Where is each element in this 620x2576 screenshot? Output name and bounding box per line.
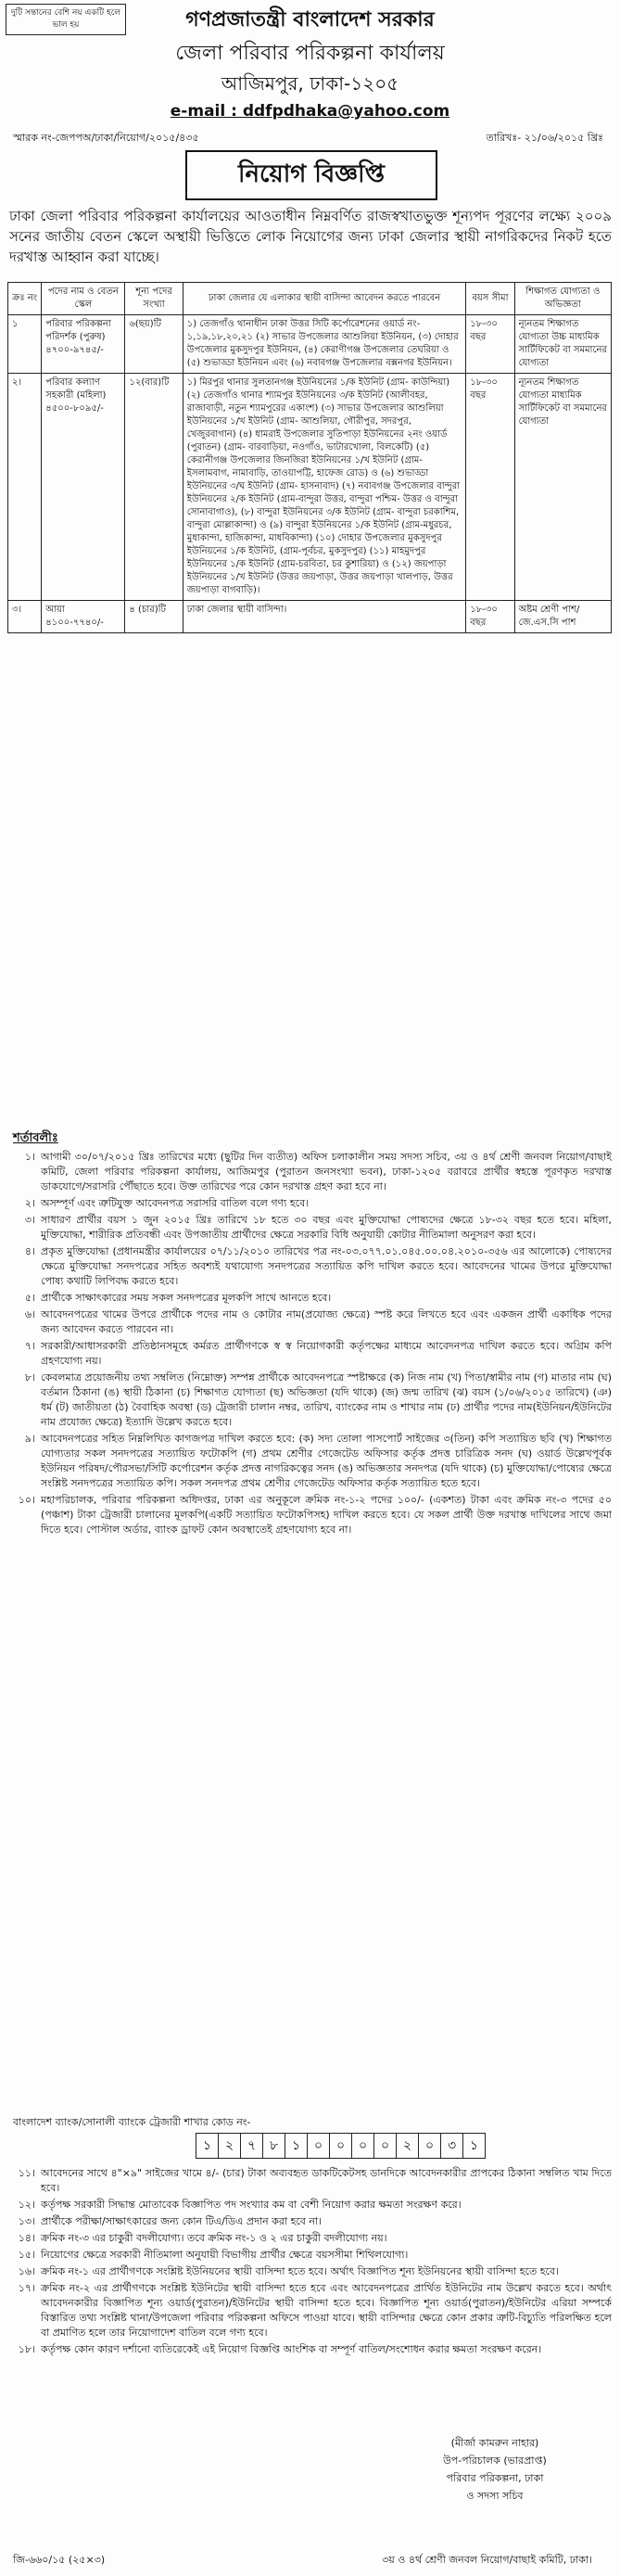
intro-paragraph: ঢাকা জেলা পরিবার পরিকল্পনা কার্যালয়ের আওতাধীন নিম্নবর্ণিত রাজস্বখাতভুক্ত শূন্যপদ পূরণের লক্ষ্যে ২০০৯ সনের জাতীয় বেতন স্কেলে অস্থায়ী ভিত্তিতে লোক নিয়োগের জন্য ঢাকা জেলার স্থায়ী নাগরিকদের নিকট হতে দরখাস্ত আহ্বান করা যাচ্ছে।: [9, 208, 612, 265]
condition-item: [7, 1244, 612, 1289]
col-post: পদের নাম ও বেতন স্কেল: [42, 283, 125, 315]
condition-number: ২।: [24, 1197, 35, 1209]
condition-number: ৬।: [24, 1308, 35, 1320]
condition-item: [7, 2231, 612, 2246]
row-area: ১) মিরপুর থানার সুলতানগঞ্জ ইউনিয়নের ১/ক ইউনিট (গ্রাম- কাউন্দিয়া) (২) তেজগাঁও থানার শ্যামপুর ইউনিয়নের ৩/ক ইউনিট (আলীবহর, রাজাবাড়ী, নতুন শ্যামপুরের একাংশ) (৩) সাভার উপজেলার আশুলিয়া ইউনিয়নের ১/খ ইউনিট (গ্রাম- আশুলিয়া, গৌরীপুর, সদরপুর, খেজুরবাগান) (৪) ধামরাই উপজেলার সুতিপাড়া ইউনিয়নের ২নং ওয়ার্ড (পুরাতন) (গ্রাম- বারবাড়িয়া, নওগাঁও, ভাটারখোলা, বিলকেটি) (৫) কেরানীগঞ্জ উপজেলার জিনজিরা ইউনিয়নের ১/খ ইউনিট (গ্রাম- ইসলামবাগ, নামাবাড়ি, তাওয়াপট্টি, হাফেজ রোড) ও (৬) শুভাড্ডা ইউনিয়নের ৩/ঘ ইউনিট (গ্রাম- হাসনাবাদ) (৭) নবাবগঞ্জ উপজেলার বান্দুরা ইউনিয়নের ২/ক ইউনিট (গ্রাম-বান্দুরা উত্তর, বান্দুরা পশ্চিম- উত্তর ও বান্দুরা সোনাবাগাও), (৮) বান্দুরা ইউনিয়নের ৩/ক ইউনিট (গ্রাম- বান্দুরা চরকাশিম, বান্দুরা মোল্লাকান্দা) ও (৯) বান্দুরা ইউনিয়নের ১/ক ইউনিট (গ্রাম-মধুরচর, মুধাকান্দা, হাজিকান্দা, মাধবিকান্দা) (১০) দোহার উপজেলার মুকসুদপুর ইউনিয়নের ১/ক ইউনিট, (গ্রাম-পূর্বচর, মুকসুদপুর) (১১) মাহমুদপুর ইউনিয়নের ১/ক ইউনিট (গ্রাম-চরবিতা, চর কুশারিয়া) ও (১২) জয়পাড়া ইউনিয়নের ১/খ ইউনিট (উত্তর জয়পাড়া, উত্তর জয়পাড়া খালপাড়, উত্তর জয়পাড়া বাগবাড়ি)।: [183, 374, 465, 601]
row-serial: ৩।: [8, 601, 42, 633]
bank-code-digit: ১: [462, 2133, 486, 2159]
condition-text: আগামী ৩০/০৭/২০১৫ খ্রিঃ তারিখের মধ্যে (ছুটির দিন ব্যতীত) অফিস চলাকালীন সময় সদস্য সচিব, ৩য় ও ৪র্থ শ্রেণী জনবল নিয়োগ/বাছাই কমিটি, জেলা পরিবার পরিকল্পনা কার্যালয়, আজিমপুর (পুরাতন জনসংখ্যা ভবন), ঢাকা-১২০৫ বরাবরে প্রার্থীর স্বহস্তে পূরণকৃত দরখাস্ত ডাকযোগে/সরাসরি পৌঁছাতে হবে। উক্ত তারিখের পরে কোন দরখাস্ত গ্রহণ করা হবে না।: [41, 1151, 612, 1192]
row-area: ঢাকা জেলার স্থায়ী বাসিন্দা।: [183, 601, 465, 633]
row-count: ১২(বার)টি: [125, 374, 183, 601]
condition-number: ৩।: [24, 1214, 35, 1226]
row-education: অষ্টম শ্রেণী পাশ/ জে.এস.সি পাশ: [514, 601, 611, 633]
condition-item: [7, 2214, 612, 2229]
bank-code-digit: ০: [329, 2133, 352, 2159]
condition-number: ১৪।: [18, 2232, 35, 2244]
notice-title: নিয়োগ বিজ্ঞপ্তি: [185, 150, 437, 200]
conditions-heading: শর্তাবলীঃ: [13, 1131, 58, 1145]
row-education: ন্যূনতম শিক্ষাগত যোগ্যতা মাধ্যমিক সার্টিফিকেট বা সমমানের যোগ্যতা: [514, 374, 611, 601]
condition-text: সরকারী/আধাসরকারী প্রতিষ্ঠানসমূহে কর্মরত প্রার্থীগণকে স্ব স্ব নিয়োগকারী কর্তৃপক্ষের মাধ্যমে আবেদনপত্র দাখিল করতে হবে। অগ্রিম কপি গ্রহণযোগ্য নয়।: [41, 1340, 612, 1367]
notice-date: তারিখঃ- ২১/০৬/২০১৫ খ্রিঃ: [486, 132, 603, 144]
row-post: পরিবার কল্যাণ সহকারী (মহিলা) ৪৫০০-৮০৯৫/-: [42, 374, 125, 601]
bank-code-digit: ২: [396, 2133, 419, 2159]
row-area: ১) তেজগাঁও থানাধীন ঢাকা উত্তর সিটি কর্পোরেশনের ওয়ার্ড নং- ১,১৯,১৮,২০,২১ (২) সাভার উপজেলার আশুলিয়া ইউনিয়ন, (৩) দোহার উপজেলার মুকসুদপুর ইউনিয়ন, (৪) কেরাণীগঞ্জ উপজেলার তেঘরিয়া ও (৫) শুভাড্ডা ইউনিয়ন এবং (৬) নবাবগঞ্জ উপজেলার বক্সনগর ইউনিয়ন।: [183, 315, 465, 374]
conditions-list: [7, 1150, 612, 1539]
signatory-role: ও সদস্য সচিব: [466, 2490, 524, 2502]
condition-number: ১৭।: [18, 2282, 35, 2294]
col-count: শূন্য পদের সংখ্যা: [125, 283, 183, 315]
condition-item: [7, 2248, 612, 2263]
condition-number: ১৩।: [18, 2215, 35, 2227]
email-link[interactable]: e-mail : ddfpdhaka@yahoo.com: [170, 102, 450, 121]
condition-number: ১৬।: [18, 2265, 35, 2277]
conditions-list-continued: [7, 2166, 612, 2359]
signature-block: [398, 2434, 592, 2505]
condition-text: কর্তৃপক্ষ সরকারী সিদ্ধান্ত মোতাবেক বিজ্ঞাপিত পদ সংখ্যার কম বা বেশী নিয়োগ করার ক্ষমতা সংরক্ষণ করে।: [41, 2199, 462, 2211]
condition-number: ৪।: [24, 1245, 35, 1257]
table-row: [8, 315, 612, 374]
condition-item: [7, 1307, 612, 1337]
condition-number: ৭।: [24, 1340, 35, 1352]
condition-text: ক্রমিক নং-২ এর প্রার্থীগণকে সংশ্লিষ্ট ইউনিটের স্থায়ী বাসিন্দা হতে হবে এবং আবেদনপত্রের প্রার্থিত ইউনিটের নাম উল্লেখ করতে হবে। অর্থাৎ আবেদনকারীর বিজ্ঞাপিত শূন্য ওয়ার্ড(পুরাতন)/ইউনিটের স্থায়ী বাসিন্দা হতে হবে। বিজ্ঞাপিত শূন্য ওয়ার্ড(পুরাতন)/ইউনিটের এরিয়া সম্পর্কে বিস্তারিত তথ্য সংশ্লিষ্ট থানা/উপজেলা পরিবার পরিকল্পনা অফিসে পাওয়া যাবে। স্থায়ী বাসিন্দার ক্ষেত্রে কোন প্রকার ত্রুটি-বিচ্যুতি পরিলক্ষিত হলে বা প্রমাণিত হলে তার নিয়োগাদেশ বাতিল বলে গণ্য হবে।: [41, 2282, 612, 2339]
col-age: বয়স সীমা: [466, 283, 514, 315]
bank-code-boxes: [196, 2133, 486, 2159]
condition-number: ১৫।: [18, 2249, 35, 2261]
row-age: ১৮-৩০ বছর: [466, 315, 514, 374]
committee-name: ৩য় ও ৪র্থ শ্রেণী জনবল নিয়োগ/বাছাই কমিটি, ঢাকা।: [382, 2554, 592, 2566]
row-education: ন্যূনতম শিক্ষাগত যোগ্যতা উচ্চ মাধ্যমিক সার্টিফিকেট বা সমমানের যোগ্যতা: [514, 315, 611, 374]
condition-text: অসম্পূর্ণ এবং ত্রুটিযুক্ত আবেদনপত্র সরাসরি বাতিল বলে গণ্য হবে।: [41, 1197, 310, 1209]
table-row: [8, 374, 612, 601]
col-serial: ক্রঃ নং: [8, 283, 42, 315]
condition-item: [7, 1196, 612, 1211]
condition-text: প্রকৃত মুক্তিযোদ্ধা (প্রধানমন্ত্রীর কার্যালয়ের ০৭/১১/২০১০ তারিখের পত্র নং-০৩.০৭৭.০১.০৪৫.০০.০৪.২০১০-৩৫৬ এর আলোকে) পোষ্যদের ক্ষেত্রে মুক্তিযোদ্ধা সনদপত্রের সহিত অবশ্যই যথাযোগ্য সনদপত্রের সত্যায়িত কপি দাখিল করতে হবে। আবেদনের খামের উপরে মুক্তিযোদ্ধা পোষ্য কথাটি লিপিবদ্ধ করতে হবে।: [41, 1245, 612, 1287]
condition-item: [7, 1213, 612, 1243]
condition-item: [7, 1432, 612, 1491]
bank-code-digit: ০: [418, 2133, 441, 2159]
condition-text: আবেদনপত্রের খামের উপরে প্রার্থীকে পদের নাম ও কোটার নাম(প্রযোজ্য ক্ষেত্রে) স্পষ্ট করে লিখতে হবে এবং একজন প্রার্থী একাধিক পদের জন্য আবেদন করতে পারবেন না।: [41, 1308, 612, 1335]
condition-item: [7, 1339, 612, 1369]
condition-number: ৮।: [24, 1371, 35, 1384]
row-count: ৪ (চার)টি: [125, 601, 183, 633]
col-area: ঢাকা জেলার যে এলাকার স্থায়ী বাসিন্দা আবেদন করতে পারবেন: [183, 283, 465, 315]
office-address: আজিমপুর, ঢাকা-১২০৫: [221, 72, 399, 95]
print-code: জি-৬৬০/১৫ (২৫×৩): [13, 2554, 106, 2566]
bank-code-digit: ০: [351, 2133, 374, 2159]
row-serial: ২।: [8, 374, 42, 601]
slogan-box: দুটি সন্তানের বেশি নয় একটি হলে ভাল হয়: [6, 4, 126, 35]
bank-code-label: বাংলাদেশ ব্যাংক/সোনালী ব্যাংকে ট্রেজারী শাখার কোড নং-: [13, 2116, 251, 2128]
row-post: পরিবার পরিকল্পনা পরিদর্শক (পুরুষ) ৪৭০০-৯৭৪৫/-: [42, 315, 125, 374]
condition-text: প্রার্থীকে সাক্ষাৎকারের সময় সকল সনদপত্রের মূলকপি সাথে আনতে হবে।: [41, 1292, 332, 1304]
condition-text: ক্রমিক নং-১ এর প্রার্থীগণকে সংশ্লিষ্ট ইউনিয়নের স্থায়ী বাসিন্দা হতে হবে। অর্থাৎ বিজ্ঞাপিত শূন্য ইউনিয়নের স্থায়ী বাসিন্দা হতে হবে।: [41, 2265, 559, 2277]
condition-text: আবেদনপত্রের সহিত নিম্নলিখিত কাগজপত্র দাখিল করতে হবে: (ক) সদ্য তোলা পাসপোর্ট সাইজের ৩(তিন) কপি সত্যায়িত ছবি (খ) শিক্ষাগত যোগ্যতার সকল সনদপত্রের সত্যায়িত ফটোকপি (গ) প্রথম শ্রেণীর গেজেটেড অফিসার কর্তৃক প্রদত্ত চারিত্রিক সনদ (ঘ) ওয়ার্ড উল্লেখপূর্বক ইউনিয়ন পরিষদ/পৌরসভা/সিটি কর্পোরেশন কর্তৃক প্রদত্ত নাগরিকত্বের সনদ (ঙ) অভিজ্ঞতার সনদপত্র (যদি থাকে) (চ) মুক্তিযোদ্ধা/পোষ্যের ক্ষেত্রে সংশ্লিষ্ট সনদপত্রের সত্যায়িত কপি। সকল সনদপত্র প্রথম শ্রেণীর গেজেটেড অফিসার কর্তৃক সত্যায়িত হতে হবে।: [41, 1433, 612, 1489]
condition-item: [7, 1493, 612, 1537]
memo-number: স্মারক নং-জেপপঅ/ঢাকা/নিয়োগ/২০১৫/৪৩৫: [13, 132, 199, 144]
bank-code-digit: ০: [373, 2133, 397, 2159]
bank-code-digit: ১: [285, 2133, 308, 2159]
condition-text: আবেদনের সাথে ৪"×৯" সাইজের খামে ৪/- (চার) টাকা অব্যবহৃত ডাকটিকেটসহ ডানদিকে আবেদনকারীর প্রাপকের ঠিকানা সম্বলিত খাম দিতে হবে।: [41, 2167, 612, 2194]
row-age: ১৮-৩০ বছর: [466, 374, 514, 601]
signatory-designation: উপ-পরিচালক (ভারপ্রাপ্ত): [443, 2455, 547, 2467]
condition-item: [7, 1150, 612, 1194]
table-row: [8, 601, 612, 633]
condition-item: [7, 2264, 612, 2279]
vacancy-table: [7, 282, 612, 633]
bank-code-digit: ৩: [440, 2133, 463, 2159]
row-serial: ১: [8, 315, 42, 374]
row-age: ১৮-৩০ বছর: [466, 601, 514, 633]
condition-item: [7, 1371, 612, 1430]
condition-item: [7, 2342, 612, 2357]
condition-number: ১০।: [18, 1494, 35, 1506]
condition-text: ক্রমিক নং-৩ এর চাকুরী বদলীযোগ্য। তবে ক্রমিক নং-১ ও ২ এর চাকুরী বদলীযোগ্য নয়।: [41, 2232, 387, 2244]
bank-code-digit: ৮: [262, 2133, 285, 2159]
office-name: জেলা পরিবার পরিকল্পনা কার্যালয়: [175, 42, 445, 65]
condition-number: ৯।: [24, 1433, 35, 1445]
condition-text: মহাপরিচালক, পরিবার পরিকল্পনা অধিদপ্তর, ঢাকা এর অনুকূলে ক্রমিক নং-১-২ পদের ১০০/- (একশত) টাকা এবং ক্রমিক নং-৩ পদের ৫০ (পঞ্চাশ) টাকা ট্রেজারী চালানের মূলকপি(একটি সত্যায়িত ফটোকপিসহ) দাখিল করতে হবে। যে সকল প্রার্থী উক্ত দরখাস্ত দাখিলের সাথে জমা দিতে হবে। পোস্টাল অর্ডার, ব্যাংক ড্রাফট কোন অবস্থাতেই গ্রহণযোগ্য হবে না।: [41, 1494, 612, 1536]
condition-text: কর্তৃপক্ষ কোন কারণ দর্শানো ব্যতিরেকেই এই নিয়োগ বিজ্ঞপ্তি আংশিক বা সম্পূর্ণ বাতিল/সংশোধন করার ক্ষমতা সংরক্ষণ করেন।: [41, 2343, 542, 2355]
bank-code-digit: ২: [218, 2133, 241, 2159]
condition-text: কেবলমাত্র প্রয়োজনীয় তথ্য সম্বলিত (নিম্নোক্ত) সম্পন্ন প্রার্থীকে আবেদনপত্রে স্পষ্টাক্ষরে (ক) নিজ নাম (খ) পিতা/স্বামীর নাম (গ) মাতার নাম (ঘ) বর্তমান ঠিকানা (ঙ) স্থায়ী ঠিকানা (চ) শিক্ষাগত যোগ্যতা (ছ) অভিজ্ঞতা (যদি থাকে) (জ) জন্ম তারিখ (ঝ) বয়স (১/০৬/২০১৫ তারিখে) (ঞ) ধর্ম (ট) জাতীয়তা (ঠ) বৈবাহিক অবস্থা (ড) ট্রেজারী চালান নম্বর, তারিখ, ব্যাংকের নাম ও শাখার নাম (ঢ) প্রার্থীর পদের নাম(ইউনিয়ন/ইউনিটের নাম প্রযোজ্য ক্ষেত্রে) ইত্যাদি উল্লেখ করতে হবে।: [41, 1371, 612, 1428]
condition-item: [7, 2198, 612, 2213]
row-post: আয়া ৪১০০-৭৭৪০/-: [42, 601, 125, 633]
table-header-row: [8, 283, 612, 315]
condition-number: ১২।: [18, 2199, 35, 2211]
condition-text: প্রার্থীকে পরীক্ষা/সাক্ষাৎকারের জন্য কোন টিএ/ডিএ প্রদান করা হবে না।: [41, 2215, 323, 2227]
bank-code-digit: ৭: [240, 2133, 263, 2159]
condition-item: [7, 2166, 612, 2196]
condition-text: নিয়োগের ক্ষেত্রে সরকারী নীতিমালা অনুযায়ী বিভাগীয় প্রার্থীর ক্ষেত্রে বয়সসীমা শিথিলযোগ্য।: [41, 2249, 409, 2261]
row-count: ৬(ছয়)টি: [125, 315, 183, 374]
bank-code-digit: ১: [196, 2133, 219, 2159]
signatory-name: (মীর্জা কামরুন নাহার): [450, 2437, 539, 2449]
condition-number: ১।: [24, 1151, 35, 1163]
condition-item: [7, 1291, 612, 1306]
condition-number: ৫।: [24, 1292, 35, 1304]
signatory-office: পরিবার পরিকল্পনা, ঢাকা: [446, 2472, 544, 2484]
condition-number: ১৮।: [18, 2343, 35, 2355]
condition-item: [7, 2281, 612, 2340]
government-title: গণপ্রজাতন্ত্রী বাংলাদেশ সরকার: [185, 8, 435, 32]
bank-code-digit: ০: [307, 2133, 330, 2159]
condition-text: সাধারণ প্রার্থীর বয়স ১ জুন ২০১৫ খ্রিঃ তারিখে ১৮ হতে ৩০ বছর এবং মুক্তিযোদ্ধা পোষ্যদের ক্ষেত্রে ১৮-৩২ বছর হতে হবে। মহিলা, মুক্তিযোদ্ধা, শারীরিক প্রতিবন্ধী এবং উপজাতীয় প্রার্থীদের ক্ষেত্রে সরকারি বিধি অনুযায়ী কোটার নীতিমালা অনুসরণ করা হবে।: [41, 1214, 612, 1241]
condition-number: ১১।: [18, 2167, 35, 2179]
col-education: শিক্ষাগত যোগ্যতা ও অভিজ্ঞতা: [514, 283, 611, 315]
